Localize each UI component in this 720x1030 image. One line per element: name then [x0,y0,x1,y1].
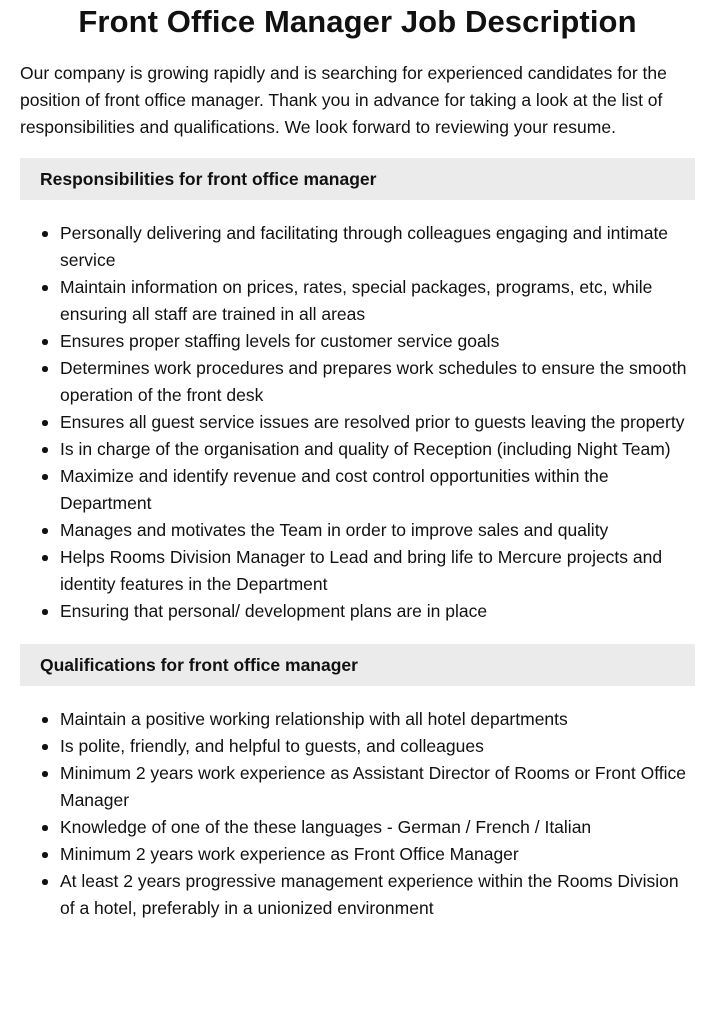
list-item: Maximize and identify revenue and cost control opportunities within the Department [20,463,695,517]
list-item: Maintain a positive working relationship with all hotel departments [20,706,695,733]
responsibilities-list [20,220,695,625]
qualifications-heading: Qualifications for front office manager [20,644,695,686]
list-item: Is polite, friendly, and helpful to guests, and colleagues [20,733,695,760]
list-item: Maintain information on prices, rates, special packages, programs, etc, while ensuring all staff are trained in all areas [20,274,695,328]
list-item: Personally delivering and facilitating through colleagues engaging and intimate service [20,220,695,274]
list-item: Manages and motivates the Team in order to improve sales and quality [20,517,695,544]
list-item: Knowledge of one of the these languages - German / French / Italian [20,814,695,841]
list-item: Determines work procedures and prepares work schedules to ensure the smooth operation of the front desk [20,355,695,409]
list-item: Ensuring that personal/ development plans are in place [20,598,695,625]
list-item: Helps Rooms Division Manager to Lead and bring life to Mercure projects and identity features in the Department [20,544,695,598]
list-item: Ensures all guest service issues are resolved prior to guests leaving the property [20,409,695,436]
list-item: Ensures proper staffing levels for customer service goals [20,328,695,355]
page-title: Front Office Manager Job Description [78,4,637,39]
list-item: Minimum 2 years work experience as Assistant Director of Rooms or Front Office Manager [20,760,695,814]
list-item: At least 2 years progressive management experience within the Rooms Division of a hotel, preferably in a unionized environment [20,868,695,922]
qualifications-list [20,706,695,922]
list-item: Minimum 2 years work experience as Front Office Manager [20,841,695,868]
list-item: Is in charge of the organisation and quality of Reception (including Night Team) [20,436,695,463]
responsibilities-heading: Responsibilities for front office manager [20,158,695,200]
intro-paragraph: Our company is growing rapidly and is searching for experienced candidates for the position of front office manager. Thank you in advance for taking a look at the list of responsibilities and qualifications. We look forward to reviewing your resume. [20,63,667,137]
